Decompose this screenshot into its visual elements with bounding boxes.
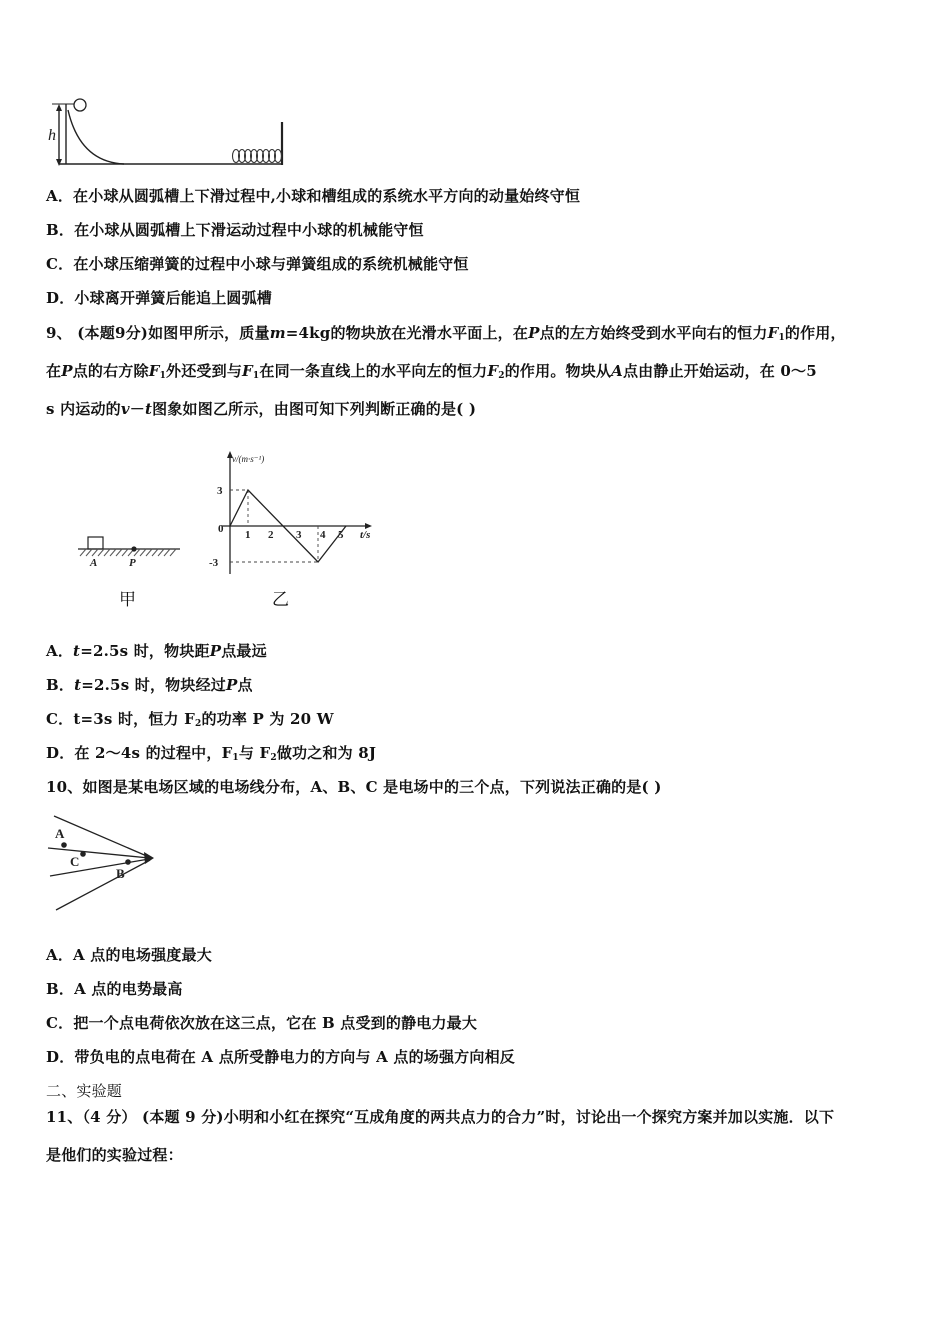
point-c-label: C: [70, 854, 80, 869]
point-a-dot: [61, 842, 67, 848]
y-tick-neg3: -3: [209, 557, 219, 569]
track-spring-figure: [42, 96, 292, 170]
q8-option-c: C．在小球压缩弹簧的过程中小球与弹簧组成的系统机械能守恒: [46, 255, 469, 273]
q9-stem-line3: s 内运动的v－t图象如图乙所示，由图可知下列判断正确的是( ): [46, 400, 477, 418]
field-arrowhead: [144, 852, 154, 864]
height-arrow-top: [56, 104, 62, 111]
q9-stem-line2: 在P点的右方除$F_1$外还受到与$F_1$在同一条直线上的水平向左的恒力$F_2$的作用。物块从A点由静止开始运动，在 0～5: [46, 362, 817, 381]
q8-option-d: D．小球离开弹簧后能追上圆弧槽: [46, 289, 273, 307]
point-a-label: A: [55, 826, 65, 841]
figure-caption-yi: 乙: [272, 590, 289, 610]
arc-groove: [68, 110, 124, 164]
q11-stem-line2: 是他们的实验过程：: [46, 1146, 183, 1164]
vt-graph: [200, 448, 390, 580]
q9-option-d: D．在 2～4s 的过程中，$F_1$与 $F_2$做功之和为 8J: [46, 744, 377, 763]
electric-field-figure: [44, 812, 164, 916]
q9-option-c: C．t=3s 时，恒力 $F_2$的功率 P 为 20 W: [46, 710, 334, 729]
y-tick-3: 3: [217, 485, 223, 497]
point-c-dot: [80, 851, 86, 857]
height-arrow-bottom: [56, 159, 62, 166]
x-tick-4: 4: [320, 529, 326, 541]
x-tick-3: 3: [296, 529, 302, 541]
q10-option-b: B．A 点的电势最高: [46, 980, 183, 998]
point-a-label: A: [90, 557, 98, 569]
section-title: 二、实验题: [46, 1082, 123, 1100]
q9-option-b: B．t=2.5s 时，物块经过P点: [46, 676, 253, 694]
block-on-surface-figure: [72, 528, 184, 572]
ball: [74, 99, 86, 111]
y-axis-label: v/(m·s⁻¹): [232, 454, 265, 464]
q8-option-b: B．在小球从圆弧槽上下滑运动过程中小球的机械能守恒: [46, 221, 424, 239]
x-tick-2: 2: [268, 529, 274, 541]
height-label: h: [48, 127, 56, 144]
surface-hatch: [80, 549, 176, 556]
y-tick-0: 0: [218, 523, 224, 535]
q9-option-a: A．t=2.5s 时，物块距P点最远: [46, 642, 267, 660]
x-tick-5: 5: [338, 529, 344, 541]
x-axis-label: t/s: [360, 529, 371, 541]
block: [88, 537, 103, 549]
point-b-dot: [125, 859, 131, 865]
q10-option-d: D．带负电的点电荷在 A 点所受静电力的方向与 A 点的场强方向相反: [46, 1048, 515, 1066]
figure-caption-jia: 甲: [119, 590, 136, 610]
q10-option-c: C．把一个点电荷依次放在这三点，它在 B 点受到的静电力最大: [46, 1014, 478, 1032]
q9-stem-line1: 9、 (本题9分)如图甲所示，质量m=4kg的物块放在光滑水平面上，在P点的左方始终受到水平向右的恒力$F_1$的作用，: [46, 324, 846, 343]
point-p-dot: [131, 546, 136, 551]
q10-stem: 10、如图是某电场区域的电场线分布，A、B、C 是电场中的三个点，下列说法正确的是( ): [46, 778, 662, 796]
q8-option-a: A．在小球从圆弧槽上下滑过程中,小球和槽组成的系统水平方向的动量始终守恒: [46, 187, 581, 205]
x-tick-1: 1: [245, 529, 251, 541]
spring: [233, 150, 282, 163]
q11-stem-line1: 11、（4 分） (本题 9 分)小明和小红在探究“互成角度的两共点力的合力”时，讨论出一个探究方案并加以实施．以下: [46, 1108, 835, 1126]
point-b-label: B: [116, 866, 125, 881]
q10-option-a: A．A 点的电场强度最大: [46, 946, 212, 964]
point-p-label: P: [129, 557, 136, 569]
